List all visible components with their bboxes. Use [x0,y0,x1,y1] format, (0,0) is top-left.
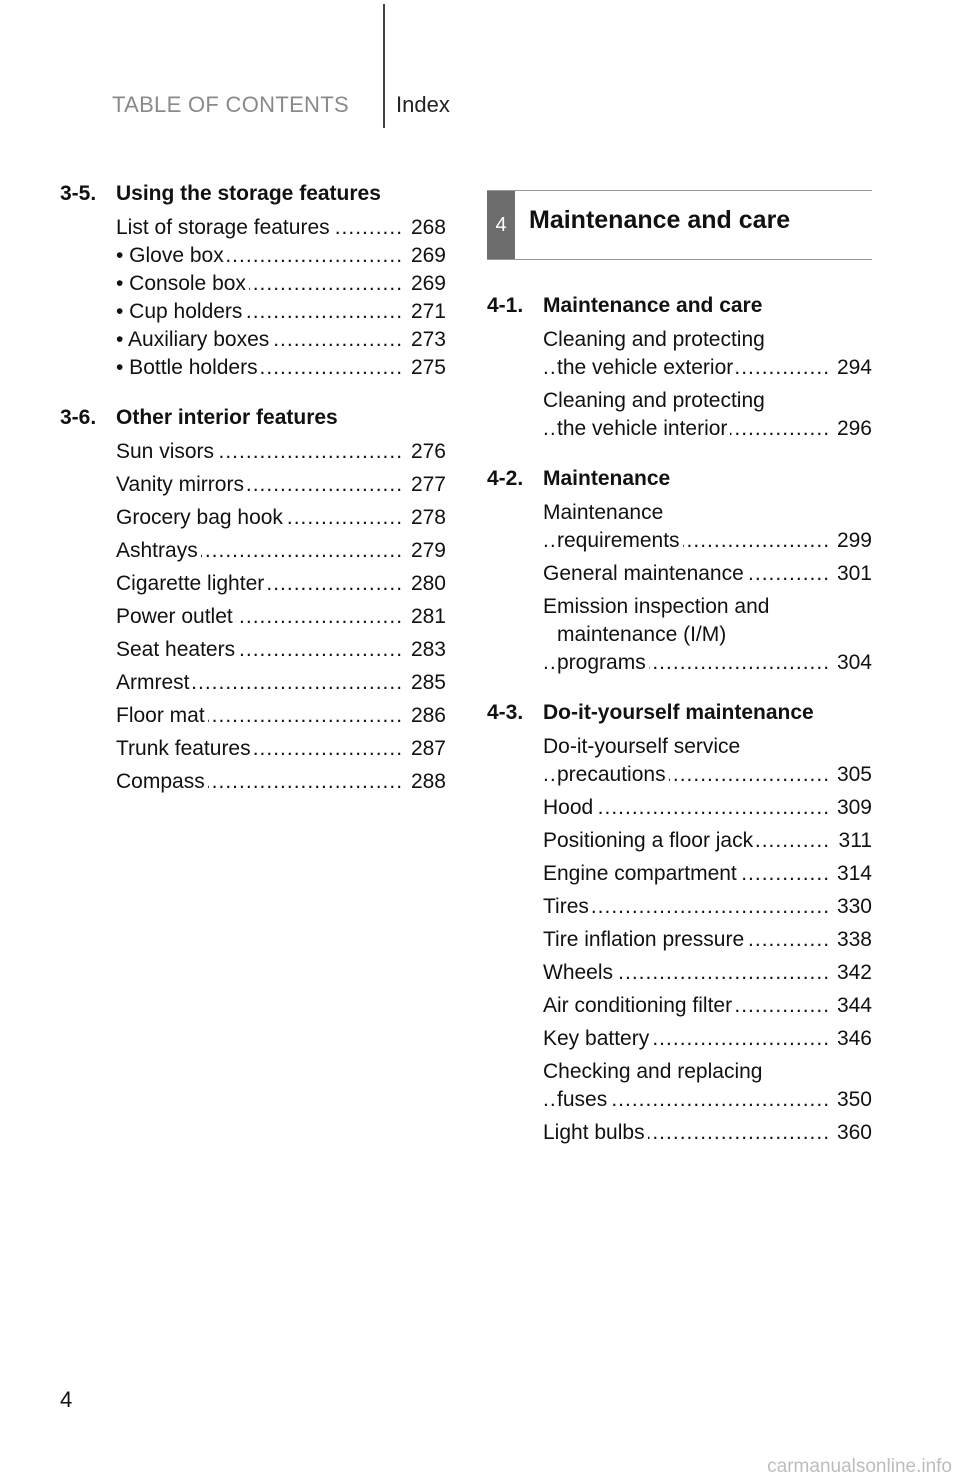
entry-label-text: • Cup holders [116,300,245,323]
entry-last-line [543,527,872,555]
entry-page-number: 275 [410,356,446,379]
entry-last-line [543,1086,872,1114]
toc-entry[interactable] [116,354,446,382]
toc-entry[interactable] [116,768,446,796]
entry-page-number: 286 [410,704,446,727]
entry-page-number: 283 [410,638,446,661]
entry-label [543,560,829,588]
right-sections [487,290,872,1147]
section-entries [487,326,872,443]
entry-label-text: Tire inflation pressure [543,928,747,951]
entry-page-number: 344 [836,994,872,1017]
entry-label-text: fuses [557,1088,610,1111]
entry-label-text: Sun visors [116,440,217,463]
section-title: Using the storage features [116,182,381,205]
entry-page-number: 305 [836,763,872,786]
entry-label [543,959,829,987]
entry-label [116,298,403,326]
toc-entry[interactable] [116,603,446,631]
entry-page-number: 314 [836,862,872,885]
toc-entry[interactable] [543,1058,872,1114]
toc-entry[interactable] [543,387,872,443]
entry-label [116,537,403,565]
entry-label-text: programs [557,651,649,674]
toc-entry[interactable] [543,893,872,921]
entry-label-line: Maintenance [543,501,664,524]
entry-label [116,702,403,730]
toc-entry[interactable] [116,471,446,499]
entry-label [543,860,829,888]
entry-last-line [543,761,872,789]
entry-page-number: 280 [410,572,446,595]
section-title: Maintenance and care [543,294,763,317]
entry-page-number: 287 [410,737,446,760]
entry-label [116,768,403,796]
entry-label [543,415,829,443]
entry-last-line [543,354,872,382]
toc-entry[interactable] [116,537,446,565]
toc-entry[interactable] [543,326,872,382]
section-title: Do-it-yourself maintenance [543,701,814,724]
section-heading[interactable] [60,402,446,434]
entry-label-line: Emission inspection and [543,595,770,618]
entry-label [543,354,829,382]
toc-entry[interactable] [543,926,872,954]
entry-label-line: Do-it-yourself service [543,735,741,758]
entry-page-number: 279 [410,539,446,562]
entry-label [543,827,831,855]
section-number: 3-5. [60,182,97,205]
entry-label-text: General maintenance [543,562,747,585]
section-entries [487,499,872,677]
entry-label-text: Armrest [116,671,193,694]
chapter-title: Maintenance and care [529,206,791,234]
entry-label [543,649,829,677]
entry-page-number: 360 [836,1121,872,1144]
entry-label [116,354,403,382]
entry-page-number: 342 [836,961,872,984]
entry-page-number: 309 [836,796,872,819]
toc-entry[interactable] [116,326,446,354]
entry-label-text: Ashtrays [116,539,201,562]
toc-entry[interactable] [116,504,446,532]
entry-label [543,1086,829,1114]
entry-page-number: 330 [836,895,872,918]
entry-label-line: maintenance (I/M) [557,623,727,646]
entry-label-text: Floor mat [116,704,208,727]
entry-label-text: Wheels [543,961,616,984]
entry-page-number: 338 [836,928,872,951]
toc-entry[interactable] [543,860,872,888]
entry-label [543,794,829,822]
entry-label-text: Cigarette lighter [116,572,267,595]
left-column [60,178,446,816]
toc-entry[interactable] [116,214,446,242]
entry-label-text: Light bulbs [543,1121,648,1144]
section-number: 4-3. [487,701,524,724]
toc-entry[interactable] [543,560,872,588]
entry-label-text: Compass [116,770,208,793]
section-entries [487,733,872,1147]
section-heading[interactable] [487,290,872,322]
entry-page-number: 276 [410,440,446,463]
index-link[interactable]: Index [396,92,450,117]
section-heading[interactable] [60,178,446,210]
entry-page-number: 277 [410,473,446,496]
toc-entry[interactable] [543,827,872,855]
toc-section [487,290,872,443]
right-column [487,190,872,1167]
toc-entry[interactable] [543,733,872,789]
toc-entry[interactable] [116,242,446,270]
entry-label-text: Engine compartment [543,862,740,885]
entry-label [116,471,403,499]
entry-page-number: 269 [410,272,446,295]
entry-label-text: Positioning a floor jack [543,829,756,852]
toc-entry[interactable] [116,570,446,598]
entry-page-number: 299 [836,529,872,552]
entry-label-text: • Glove box [116,244,227,267]
entry-label-line: Checking and replacing [543,1060,763,1083]
watermark: carmanualsonline.info [767,1456,952,1477]
entry-page-number: 269 [410,244,446,267]
entry-label [543,1025,829,1053]
entry-label [116,669,403,697]
entry-label-line: Cleaning and protecting [543,328,765,351]
entry-page-number: 273 [410,328,446,351]
entry-label-text: Tires [543,895,592,918]
section-heading[interactable] [487,697,872,729]
entry-label [543,992,829,1020]
toc-entry[interactable] [543,1119,872,1147]
entry-page-number: 285 [410,671,446,694]
entry-page-number: 278 [410,506,446,529]
entry-label-text: requirements [557,529,683,552]
entry-label-text: Trunk features [116,737,254,760]
toc-entry[interactable] [116,270,446,298]
entry-page-number: 304 [836,651,872,674]
entry-label [116,242,403,270]
entry-label [543,527,829,555]
entry-page-number: 301 [836,562,872,585]
entry-page-number: 311 [838,829,872,852]
entry-label-text: • Console box [116,272,249,295]
entry-last-line [543,649,872,677]
entry-label [543,893,829,921]
entry-label-text: precautions [557,763,669,786]
entry-label [543,926,829,954]
toc-section [60,402,446,796]
section-number: 3-6. [60,406,97,429]
toc-entry[interactable] [116,735,446,763]
entry-label [543,761,829,789]
section-number: 4-2. [487,467,524,490]
entry-label-text: the vehicle exterior [557,356,736,379]
entry-page-number: 346 [836,1027,872,1050]
entry-label [543,1119,829,1147]
toc-entry[interactable] [543,593,872,677]
section-entries [60,214,446,382]
entry-label-text: Grocery bag hook [116,506,286,529]
entry-label-line: Cleaning and protecting [543,389,765,412]
entry-page-number: 294 [836,356,872,379]
entry-label [116,270,403,298]
top-navigation [0,0,960,130]
entry-label-text: Air conditioning filter [543,994,735,1017]
entry-label [116,603,403,631]
page-number: 4 [60,1387,73,1412]
section-title: Maintenance [543,467,671,490]
table-of-contents-link[interactable]: TABLE OF CONTENTS [112,92,349,117]
entry-label [116,214,403,242]
entry-label-text: Hood [543,796,596,819]
section-heading[interactable] [487,463,872,495]
chapter-number-tab: 4 [487,191,515,259]
section-number: 4-1. [487,294,524,317]
toc-entry[interactable] [543,794,872,822]
section-title: Other interior features [116,406,338,429]
entry-label-text: • Bottle holders [116,356,261,379]
toc-section [60,178,446,382]
nav-divider [383,4,385,128]
entry-label [116,636,403,664]
entry-page-number: 288 [410,770,446,793]
chapter-header [487,190,872,260]
entry-label-text: Key battery [543,1027,652,1050]
entry-label [116,326,403,354]
toc-section [487,697,872,1147]
entry-page-number: 281 [410,605,446,628]
entry-label [116,735,403,763]
entry-page-number: 296 [836,417,872,440]
entry-label [116,438,403,466]
toc-entry[interactable] [543,959,872,987]
entry-label-text: • Auxiliary boxes [116,328,272,351]
section-entries [60,438,446,796]
toc-entry[interactable] [116,669,446,697]
toc-entry[interactable] [543,1025,872,1053]
toc-entry[interactable] [116,298,446,326]
toc-entry[interactable] [543,499,872,555]
entry-last-line [543,415,872,443]
toc-entry[interactable] [116,438,446,466]
entry-label [116,570,403,598]
entry-label [116,504,403,532]
toc-section [487,463,872,677]
entry-page-number: 350 [836,1088,872,1111]
entry-label-text: the vehicle interior [557,417,730,440]
toc-entry[interactable] [116,702,446,730]
entry-page-number: 271 [410,300,446,323]
toc-entry[interactable] [116,636,446,664]
entry-label-text: List of storage features [116,216,333,239]
entry-label-text: Power outlet [116,605,236,628]
entry-label-text: Vanity mirrors [116,473,247,496]
entry-label-text: Seat heaters [116,638,238,661]
toc-entry[interactable] [543,992,872,1020]
entry-page-number: 268 [410,216,446,239]
